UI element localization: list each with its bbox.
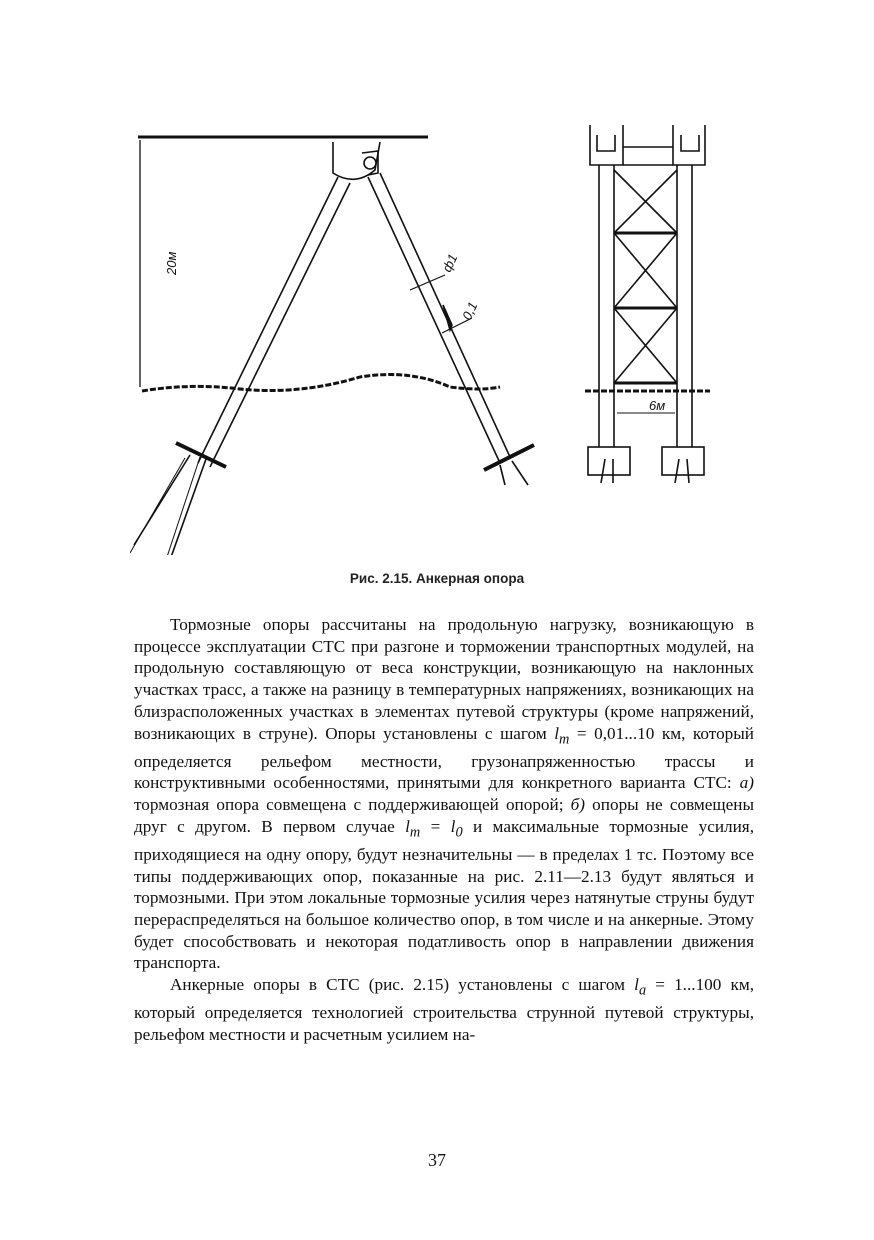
subscript: m [559,730,570,747]
height-label: 20м [164,251,179,275]
list-marker-a: а) [739,773,754,793]
text-span: = 0,01...10 км, который определяется рельефом местности, грузонапряженностью трассы и конструктивными особенностями, принятыми для конкретного варианта СТС: [134,723,754,793]
var: l [405,816,410,836]
body-text [134,614,754,1046]
paragraph-2 [134,974,754,1046]
variable-lm [405,816,421,841]
anchor-support-drawing [130,125,740,555]
text-span: и максимальные тормозные усилия, приходящиеся на одну опору, будут незначительны — в пределах 1 тс. Поэтому все типы поддерживающих опор, показанные на рис. 2.11—2.13 будут являться и тормозными. При этом локальные тормозные усилия через натянутые струны будут перераспределяться на большое количество опор, в том числе и на анкерные. Этому будет способствовать и некоторая податливость опор в направлении движения транспорта. [134,816,754,973]
figure-caption: Рис. 2.15. Анкерная опора [349,571,525,586]
subscript: 0 [455,824,463,841]
paragraph-1 [134,614,754,974]
variable-lm [554,723,570,747]
text-span: = [420,816,451,836]
thickness-label: 0,1 [459,299,481,323]
text-span: Анкерные опоры в СТС (рис. 2.15) установлены с шагом [170,975,635,995]
diameter-label: ф1 [439,251,461,275]
spacing-label: 6м [649,398,666,413]
var: l [554,723,560,743]
text-span: = 1...100 км, который определяется технологией строительства струнной путевой структуры, рельефом местности и расчетным усилием на- [134,975,755,1044]
text-span: Тормозные опоры рассчитаны на продольную нагрузку, возникающую в процессе эксплуатации СТС при разгоне и торможении транспортных модулей, на продольную составляющую от веса конструкции, возникающую на наклонных участках трасс, а также на разницу в температурных напряжениях, возникающих на близрасположенных участках в элементах путевой структуры (кроме напряжений, возникающих в струне). Опоры установлены с шагом [134,615,754,743]
list-marker-b: б) [570,795,586,815]
subscript: a [638,982,647,999]
variable-la [634,975,647,999]
subscript: m [409,824,421,841]
var: l [450,816,456,836]
page-number: 37 [428,1150,446,1170]
anchor-support-figure [130,125,740,555]
text-span: опоры не совмещены друг с другом. В первом случае [134,795,755,836]
text-span: тормозная опора совмещена с поддерживающей опорой; [134,795,571,815]
variable-l0 [450,816,463,841]
var: l [634,975,639,995]
